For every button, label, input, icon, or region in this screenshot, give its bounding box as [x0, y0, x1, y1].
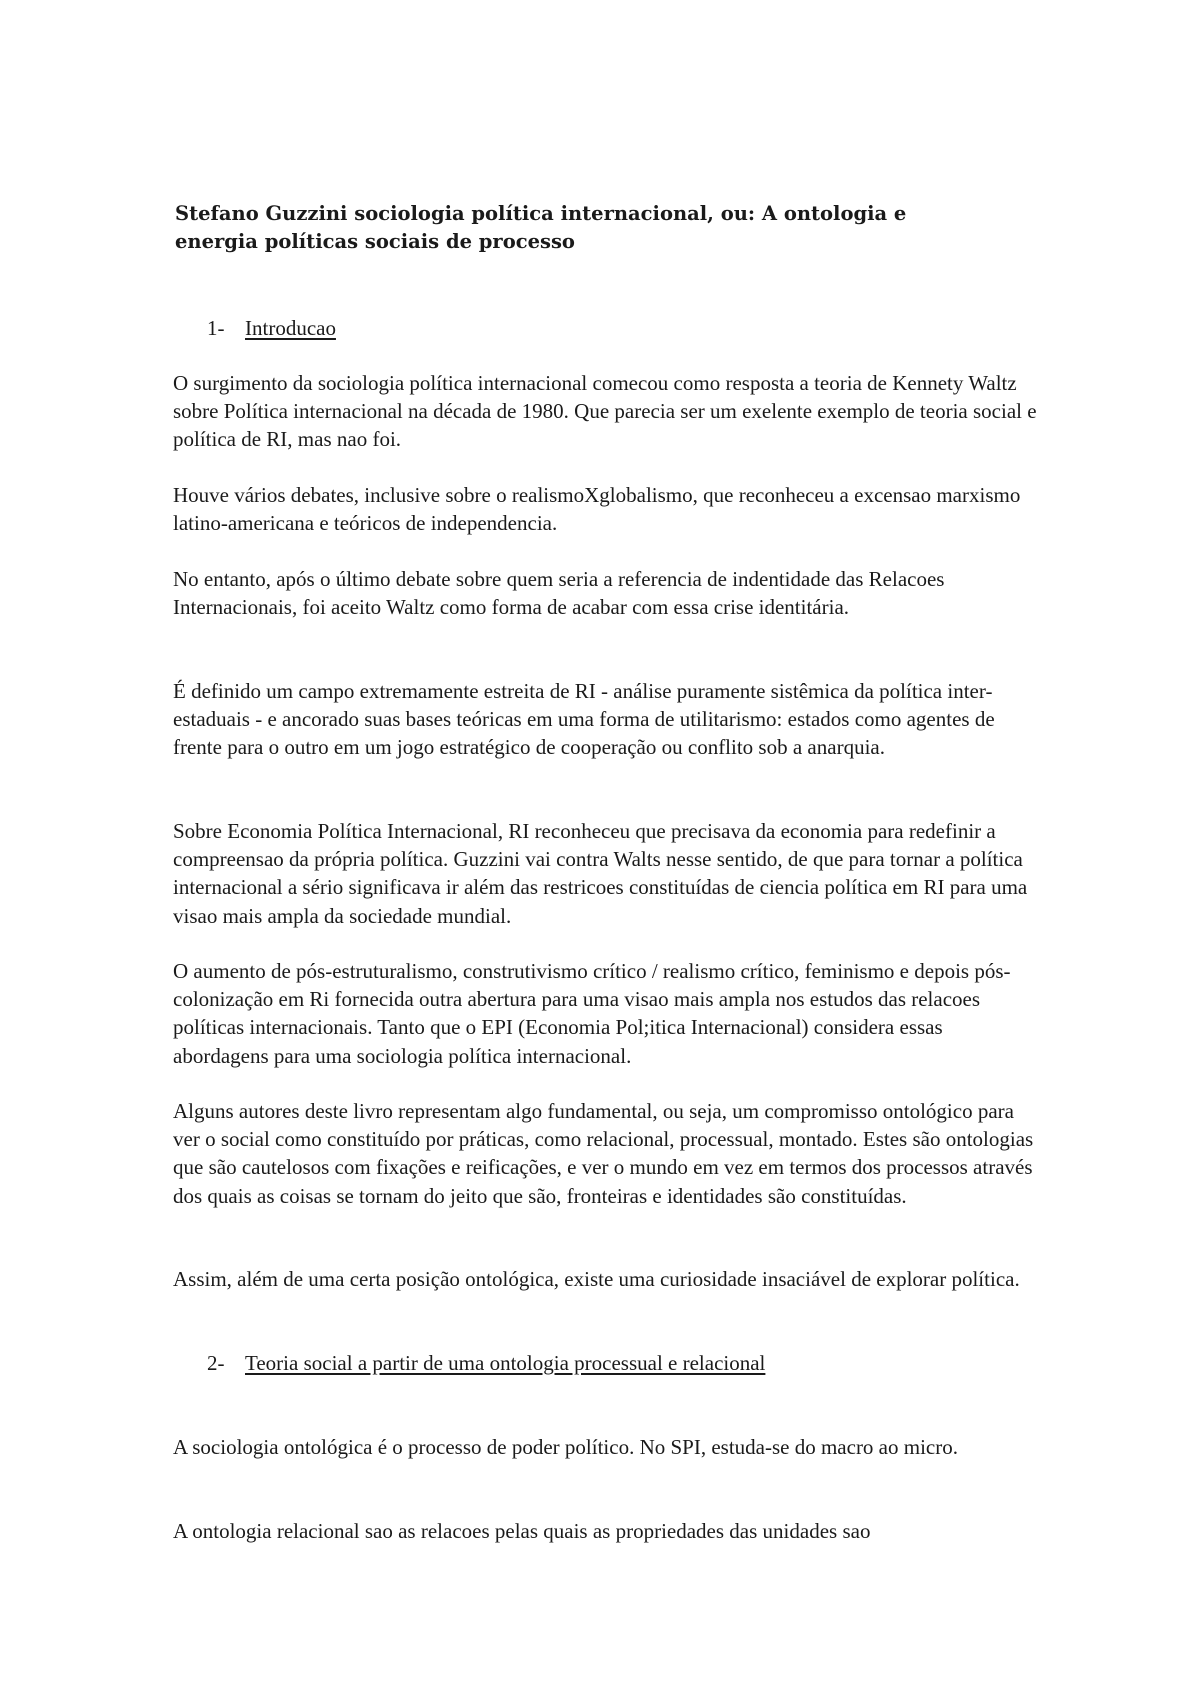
paragraph: O surgimento da sociologia política internacional comecou como resposta a teoria de Kennety Waltz sobre Política internacional na década de 1980. Que parecia ser um exelente exemplo de teoria social e política de RI, mas nao foi.	[173, 371, 1037, 452]
paragraph: Houve vários debates, inclusive sobre o realismoXglobalismo, que reconheceu a excensao marxismo latino-americana e teóricos de independencia.	[173, 483, 1021, 536]
section-heading-teoria-social	[207, 1349, 765, 1377]
section-heading-introducao	[207, 314, 336, 342]
paragraph: No entanto, após o último debate sobre quem seria a referencia de indentidade das Relacoes Internacionais, foi aceito Waltz como forma de acabar com essa crise identitária.	[173, 567, 945, 620]
paragraph: O aumento de pós-estruturalismo, construtivismo crítico / realismo crítico, feminismo e depois pós-colonização em Ri fornecida outra abertura para uma visao mais ampla nos estudos das relacoes políticas internacionais. Tanto que o EPI (Economia Pol;itica Internacional) considera essas abordagens para uma sociologia política internacional.	[173, 959, 1011, 1068]
section-number: 2-	[207, 1351, 225, 1375]
paragraph: A ontologia relacional sao as relacoes pelas quais as propriedades das unidades sao	[173, 1519, 871, 1543]
paragraph: Assim, além de uma certa posição ontológica, existe uma curiosidade insaciável de explorar política.	[173, 1267, 1020, 1291]
paragraph: É definido um campo extremamente estreita de RI - análise puramente sistêmica da política inter-estaduais - e ancorado suas bases teóricas em uma forma de utilitarismo: estados como agentes de frente para o outro em um jogo estratégico de cooperação ou conflito sob a anarquia.	[173, 679, 995, 760]
section-title: Teoria social a partir de uma ontologia processual e relacional	[245, 1351, 766, 1375]
section-number: 1-	[207, 316, 225, 340]
paragraph: Alguns autores deste livro representam algo fundamental, ou seja, um compromisso ontológico para ver o social como constituído por práticas, como relacional, processual, montado. Estes são ontologias que são cautelosos com fixações e reificações, e ver o mundo em vez em termos dos processos através dos quais as coisas se tornam do jeito que são, fronteiras e identidades são constituídas.	[173, 1099, 1034, 1208]
paragraph: Sobre Economia Política Internacional, RI reconheceu que precisava da economia para redefinir a compreensao da própria política. Guzzini vai contra Walts nesse sentido, de que para tornar a política internacional a sério significava ir além das restricoes constituídas de ciencia política em RI para uma visao mais ampla da sociedade mundial.	[173, 819, 1028, 928]
section-title: Introducao	[245, 316, 336, 340]
paragraph: A sociologia ontológica é o processo de poder político. No SPI, estuda-se do macro ao micro.	[173, 1435, 958, 1459]
document-title: Stefano Guzzini sociologia política internacional, ou: A ontologia e energia políticas sociais de processo	[175, 202, 907, 253]
